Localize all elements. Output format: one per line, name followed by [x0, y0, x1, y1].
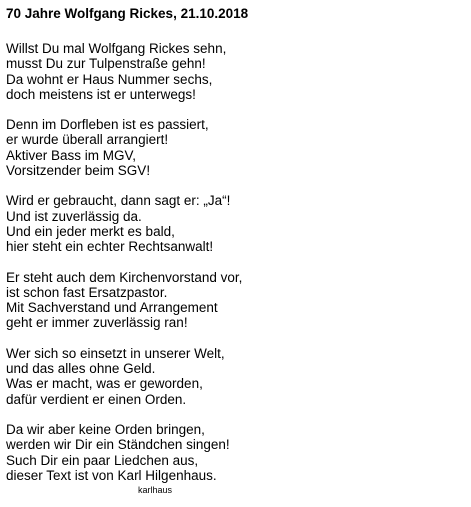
poem-line: und das alles ohne Geld. — [6, 361, 156, 377]
stanza-2 — [6, 117, 466, 178]
stanza-5 — [6, 346, 466, 407]
stanza-3 — [6, 193, 466, 254]
poem-document — [6, 6, 466, 483]
poem-title: 70 Jahre Wolfgang Rickes, 21.10.2018 — [6, 6, 249, 21]
poem-line: Such Dir ein paar Liedchen aus, — [6, 452, 199, 468]
poem-line: Da wir aber keine Orden bringen, — [6, 421, 205, 437]
poem-line: musst Du zur Tulpenstraße gehn! — [6, 56, 206, 72]
poem-line: Wird er gebraucht, dann sagt er: „Ja“! — [6, 193, 231, 209]
stanza-1 — [6, 41, 466, 102]
poem-line: er wurde überall arrangiert! — [6, 132, 169, 148]
poem-line: Da wohnt er Haus Nummer sechs, — [6, 71, 213, 87]
poem-line: Denn im Dorfleben ist es passiert, — [6, 117, 209, 133]
poem-line: Mit Sachverstand und Arrangement — [6, 300, 218, 316]
poem-line: Vorsitzender beim SGV! — [6, 163, 151, 179]
poem-line: geht er immer zuverlässig ran! — [6, 315, 188, 331]
poem-line: Aktiver Bass im MGV, — [6, 147, 137, 163]
poem-line: Wer sich so einsetzt in unserer Welt, — [6, 345, 225, 361]
poem-line: Was er macht, was er geworden, — [6, 376, 203, 392]
stanza-4 — [6, 270, 466, 331]
poem-line: dafür verdient er einen Orden. — [6, 391, 187, 407]
stanza-6 — [6, 422, 466, 483]
poem-line: Willst Du mal Wolfgang Rickes sehn, — [6, 41, 227, 56]
poem-line: werden wir Dir ein Ständchen singen! — [6, 437, 230, 453]
poem-line: doch meistens ist er unterwegs! — [6, 86, 196, 102]
poem-line: dieser Text ist von Karl Hilgenhaus. — [6, 467, 217, 483]
poem-line: hier steht ein echter Rechtsanwalt! — [6, 239, 214, 255]
poem-line: Und ist zuverlässig da. — [6, 208, 142, 224]
poem-line: Er steht auch dem Kirchenvorstand vor, — [6, 269, 243, 285]
author-signature: karlhaus — [138, 485, 173, 495]
poem-line: ist schon fast Ersatzpastor. — [6, 284, 168, 300]
poem-line: Und ein jeder merkt es bald, — [6, 223, 175, 239]
